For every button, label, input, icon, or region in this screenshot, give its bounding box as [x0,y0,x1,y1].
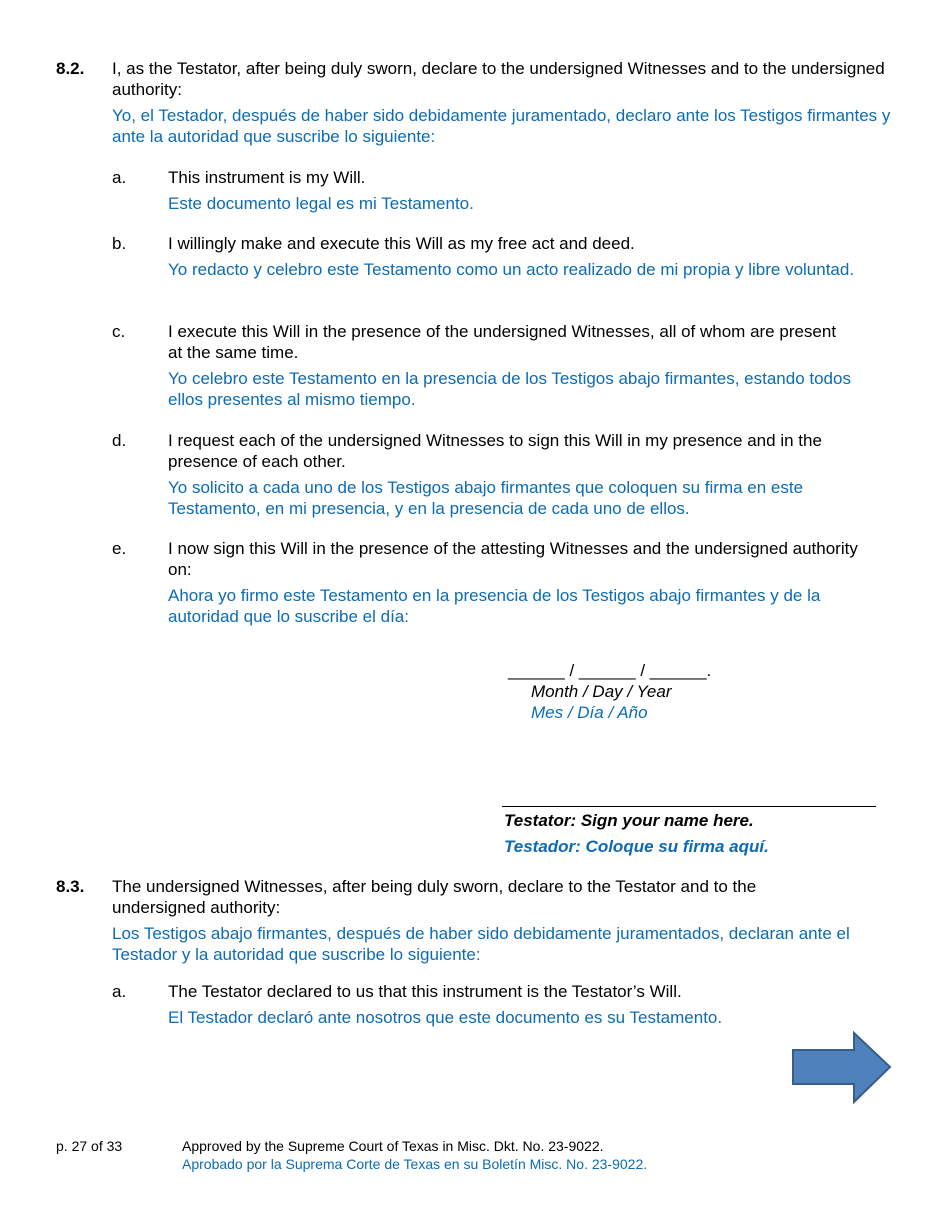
signature-label-spanish: Testador: Coloque su firma aquí. [504,837,769,856]
list-item [168,981,893,1028]
signature-line[interactable] [502,806,876,807]
footer-approved-spanish: Aprobado por la Suprema Corte de Texas en su Boletín Misc. No. 23-9022. [182,1156,648,1172]
list-item [168,167,893,214]
section-8-3-spanish: Los Testigos abajo firmantes, después de haber sido debidamente juramentados, declaran ante el Testador y la autoridad que suscribe lo siguiente: [112,924,850,964]
list-item [168,538,893,627]
item-english: I execute this Will in the presence of the undersigned Witnesses, all of whom are present at the same time. [168,322,837,362]
right-arrow-icon[interactable] [790,1030,894,1106]
item-spanish: Yo redacto y celebro este Testamento como un acto realizado de mi propia y libre voluntad. [168,260,855,279]
item-letter: e. [112,539,127,558]
item-spanish: Yo celebro este Testamento en la presencia de los Testigos abajo firmantes, estando todos ellos presentes al mismo tiempo. [168,369,851,409]
item-english: The Testator declared to us that this instrument is the Testator’s Will. [168,982,682,1001]
item-spanish: Yo solicito a cada uno de los Testigos abajo firmantes que coloquen su firma en este Testamento, en mi presencia, y en la presencia de cada uno de ellos. [168,478,804,518]
list-item [168,233,893,280]
section-8-2-text [112,58,892,147]
signature-label-english: Testator: Sign your name here. [504,811,754,830]
section-number-8-3: 8.3. [56,877,85,896]
item-letter: a. [112,168,127,187]
item-letter: d. [112,431,127,450]
page-number: p. 27 of 33 [56,1138,123,1154]
list-item [168,321,893,410]
list-item [168,430,893,519]
date-label-english: Month / Day / Year [531,682,672,701]
item-english: I request each of the undersigned Witnesses to sign this Will in my presence and in the presence of each other. [168,431,822,471]
date-label-spanish: Mes / Día / Año [531,703,648,722]
item-letter: a. [112,982,127,1001]
item-letter: b. [112,234,127,253]
item-spanish: Ahora yo firmo este Testamento en la presencia de los Testigos abajo firmantes y de la autoridad que lo suscribe el día: [168,586,821,626]
section-8-3-text [112,876,882,965]
section-8-2-english: I, as the Testator, after being duly sworn, declare to the undersigned Witnesses and to the undersigned authority: [112,59,885,99]
section-number-8-2: 8.2. [56,59,85,78]
item-english: I willingly make and execute this Will as my free act and deed. [168,234,635,253]
footer-approved-english: Approved by the Supreme Court of Texas in Misc. Dkt. No. 23-9022. [182,1138,604,1154]
section-8-3-english: The undersigned Witnesses, after being duly sworn, declare to the Testator and to the undersigned authority: [112,877,757,917]
date-blanks[interactable]: ______ / ______ / ______. [508,661,712,680]
item-letter: c. [112,322,126,341]
section-8-2-spanish: Yo, el Testador, después de haber sido debidamente juramentado, declaro ante los Testigos firmantes y ante la autoridad que suscribe lo siguiente: [112,106,891,146]
item-english: I now sign this Will in the presence of the attesting Witnesses and the undersigned authority on: [168,539,858,579]
item-spanish: Este documento legal es mi Testamento. [168,194,474,213]
item-english: This instrument is my Will. [168,168,366,187]
item-spanish: El Testador declaró ante nosotros que este documento es su Testamento. [168,1008,723,1027]
